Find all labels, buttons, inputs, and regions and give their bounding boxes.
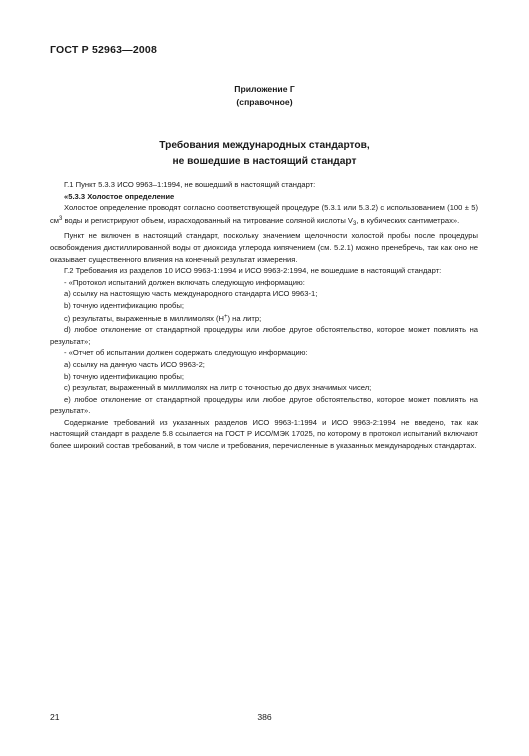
section-title-line-2: не вошедшие в настоящий стандарт [172,156,357,167]
paragraph-blank-determination: Холостое определение проводят согласно соответствующей процедуре (5.3.1 или 5.3.2) с использованием (100 ± 5) $см^3$ воды и регистрируют объем, израсходованный на титрование соляной кислоты $V_3$, в кубических сантиметрах». [50,203,478,227]
paragraph-conclusion: Содержание требований из указанных разделов ИСО 9963-1:1994 и ИСО 9963-2:1994 не введено, так как настоящий стандарт в разделе 5.8 ссылается на ГОСТ Р ИСО/МЭК 17025, по которому в протокол испытаний включают более широкий состав требований, в том числе и требования, перечисленные в указанных международных стандартах. [50,417,478,451]
paragraph-g1: Г.1 Пункт 5.3.3 ИСО 9963–1:1994, не вошедший в настоящий стандарт: [64,180,316,189]
list-item: d) любое отклонение от стандартной процедуры или любое другое обстоятельство, которое может повлиять на результат»; [50,325,478,346]
clause-heading-text: «5.3.3 Холостое определение [64,191,175,201]
appendix-type: (справочное) [236,97,293,107]
page-number-center: 386 [257,712,272,722]
list-item: b) точную идентификацию пробы; [64,300,184,310]
list-item: а) ссылку на данную часть ИСО 9963-2; [64,359,205,369]
list-item: с) результат, выраженный в миллимолях на литр с точностью до двух значимых чисел; [64,383,372,393]
paragraph-not-included: Пункт не включен в настоящий стандарт, поскольку значением щелочности холостой пробы после процедуры освобождения дистиллированной воды от диоксида углерода кипячением (см. 5.2.1) можно пренебречь, так как оно не оказывает существенного влияния на конечный результат измерения. [50,231,478,264]
list-item: b) точную идентификацию пробы; [64,371,184,381]
list-intro-protocol: - «Протокол испытаний должен включать следующую информацию: [64,277,305,287]
section-title [0,138,529,170]
list-intro-report: - «Отчет об испытании должен содержать следующую информацию: [64,348,308,358]
standard-code-header: ГОСТ Р 52963—2008 [50,44,158,56]
paragraph-g2: Г.2 Требования из разделов 10 ИСО 9963-1:1994 и ИСО 9963-2:1994, не вошедшие в настоящий стандарт: [64,266,442,276]
body-text [50,179,478,452]
page-number-left: 21 [50,712,60,722]
appendix-label: Приложение Г [234,84,295,94]
list-item: а) ссылку на настоящую часть международного стандарта ИСО 9963-1; [64,289,318,299]
list-item: е) любое отклонение от стандартной процедуры или любое другое обстоятельство, которое может повлиять на результат». [50,394,478,416]
section-title-line-1: Требования международных стандартов, [159,140,370,151]
clause-heading [50,191,478,203]
list-item: с) результаты, выраженные в миллимолях (Н+) на литр; [64,313,262,323]
